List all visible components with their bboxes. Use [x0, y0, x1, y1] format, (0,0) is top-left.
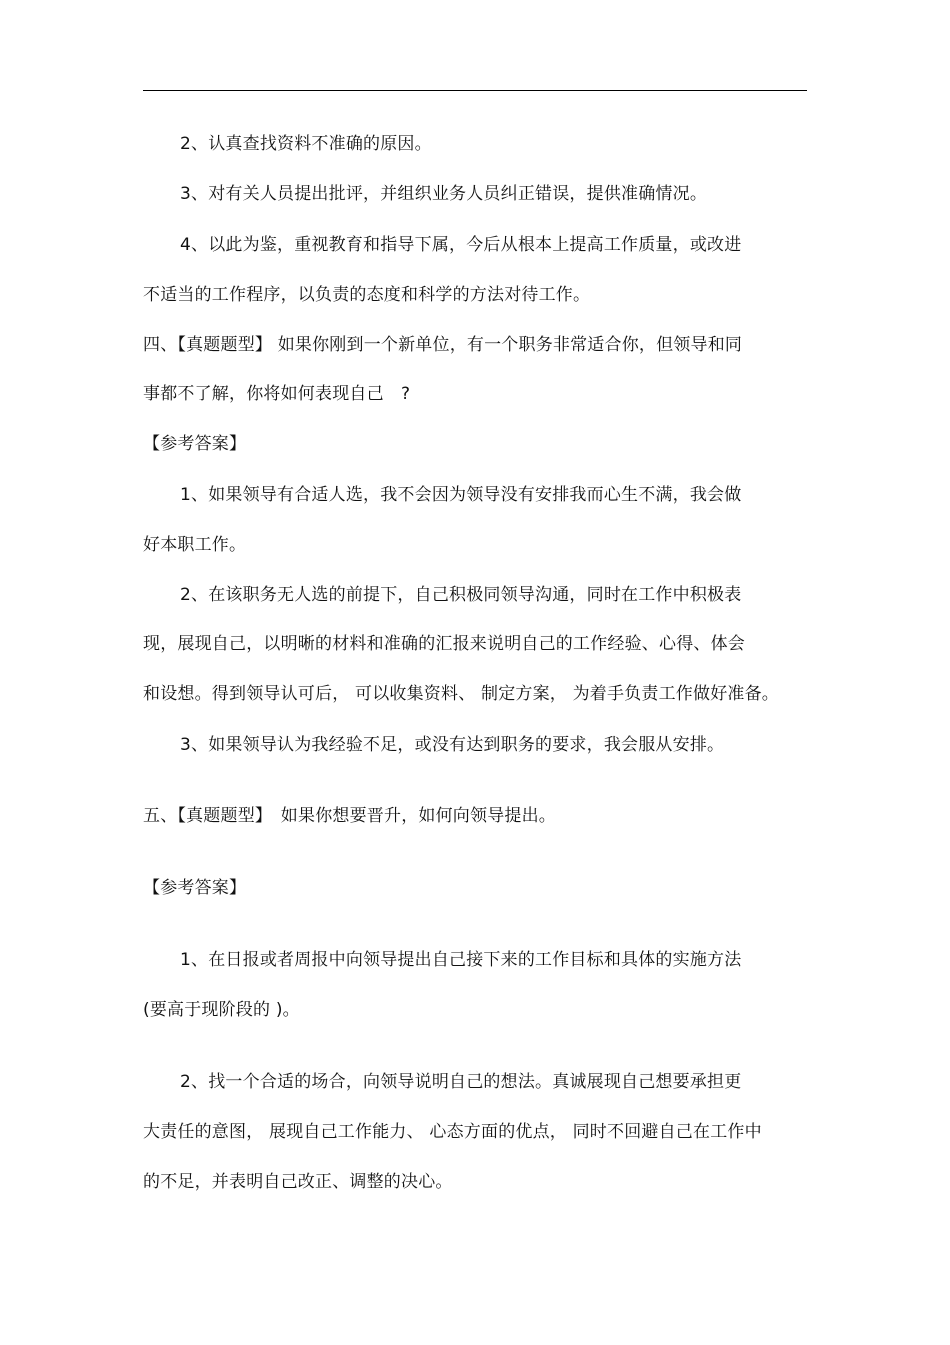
text-line: 现，展现自己，以明晰的材料和准确的汇报来说明自己的工作经验、心得、体会	[143, 634, 745, 654]
question-heading: 五、【真题题型】 如果你想要晋升，如何向领导提出。	[143, 806, 556, 826]
text-line: 4、以此为鉴，重视教育和指导下属，今后从根本上提高工作质量，或改进	[180, 235, 742, 255]
answer-heading: 【参考答案】	[143, 878, 247, 898]
text-line: 2、找一个合适的场合，向领导说明自己的想法。真诚展现自己想要承担更	[180, 1072, 742, 1092]
text-line: 3、如果领导认为我经验不足，或没有达到职务的要求，我会服从安排。	[180, 735, 725, 755]
text-line: 事都不了解，你将如何表现自己 ?	[143, 384, 411, 404]
text-line: 和设想。得到领导认可后， 可以收集资料、 制定方案， 为着手负责工作做好准备。	[143, 684, 780, 704]
text-line: 不适当的工作程序，以负责的态度和科学的方法对待工作。	[143, 285, 591, 305]
text-line: 1、如果领导有合适人选，我不会因为领导没有安排我而心生不满，我会做	[180, 485, 742, 505]
text-line: (要高于现阶段的 )。	[143, 1000, 300, 1020]
text-line: 2、在该职务无人选的前提下，自己积极同领导沟通，同时在工作中积极表	[180, 585, 742, 605]
text-line: 1、在日报或者周报中向领导提出自己接下来的工作目标和具体的实施方法	[180, 950, 742, 970]
text-line: 3、对有关人员提出批评，并组织业务人员纠正错误，提供准确情况。	[180, 184, 708, 204]
answer-heading: 【参考答案】	[143, 434, 247, 454]
text-line: 好本职工作。	[143, 535, 247, 555]
question-heading: 四、【真题题型】 如果你刚到一个新单位，有一个职务非常适合你，但领导和同	[143, 335, 743, 355]
header-rule	[143, 90, 807, 91]
text-line: 的不足，并表明自己改正、调整的决心。	[143, 1172, 453, 1192]
text-line: 2、认真查找资料不准确的原因。	[180, 134, 432, 154]
text-line: 大责任的意图， 展现自己工作能力、 心态方面的优点， 同时不回避自己在工作中	[143, 1122, 762, 1142]
